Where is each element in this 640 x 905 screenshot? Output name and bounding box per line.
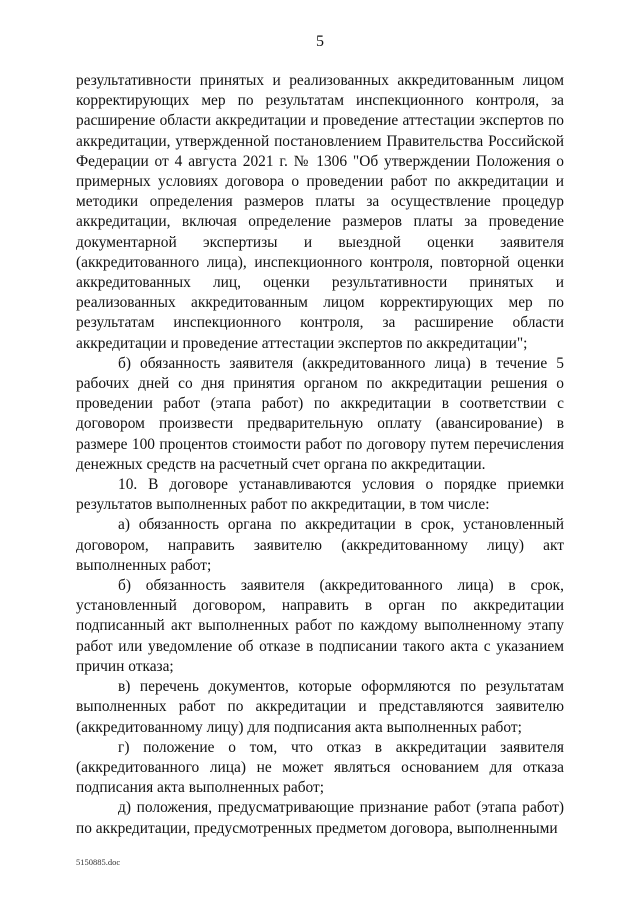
paragraph-continuation: результативности принятых и реализованных аккредитованным лицом корректирующих мер по результатам инспекционного контроля, за расширение области аккредитации и проведение аттестации экспертов по аккредитации, утвержденной постановлением Правительства Российской Федерации от 4 августа 2021 г. № 1306 "Об утверждении Положения о примерных условиях договора о проведении работ по аккредитации и методики определения размеров платы за осуществление процедур аккредитации, включая определение размеров платы за проведение документарной экспертизы и выездной оценки заявителя (аккредитованного лица), инспекционного контроля, повторной оценки аккредитованных лиц, оценки результативности принятых и реализованных аккредитованным лицом корректирующих мер по результатам инспекционного контроля, за расширение области аккредитации и проведение аттестации экспертов по аккредитации"; [76,72,564,352]
paragraph-10-d: д) положения, предусматривающие признание работ (этапа работ) по аккредитации, предусмотренных предметом договора, выполненными [76,799,564,837]
paragraph-10-a: а) обязанность органа по аккредитации в срок, установленный договором, направить заявителю (аккредитованному лицу) акт выполненных работ; [76,516,564,574]
page-number: 5 [316,33,324,50]
paragraph-10: 10. В договоре устанавливаются условия о порядке приемки результатов выполненных работ по аккредитации, в том числе: [76,476,564,514]
paragraph-10-g: г) положение о том, что отказ в аккредитации заявителя (аккредитованного лица) не может являться основанием для отказа подписания акта выполненных работ; [76,738,564,797]
file-name-footer: 5150885.doc [76,857,121,867]
document-body [76,71,564,839]
paragraph-10-v: в) перечень документов, которые оформляются по результатам выполненных работ по аккредитации и представляются заявителю (аккредитованному лицу) для подписания акта выполненных работ; [76,678,564,736]
paragraph-10-b: б) обязанность заявителя (аккредитованного лица) в срок, установленный договором, направить в орган по аккредитации подписанный акт выполненных работ по каждому выполненному этапу работ или уведомление об отказе в подписании такого акта с указанием причин отказа; [76,577,564,675]
paragraph-b-prepayment: б) обязанность заявителя (аккредитованного лица) в течение 5 рабочих дней со дня принятия органом по аккредитации решения о проведении работ (этапа работ) по аккредитации в соответствии с договором произвести предварительную оплату (авансирование) в размере 100 процентов стоимости работ по договору путем перечисления денежных средств на расчетный счет органа по аккредитации. [76,354,564,473]
